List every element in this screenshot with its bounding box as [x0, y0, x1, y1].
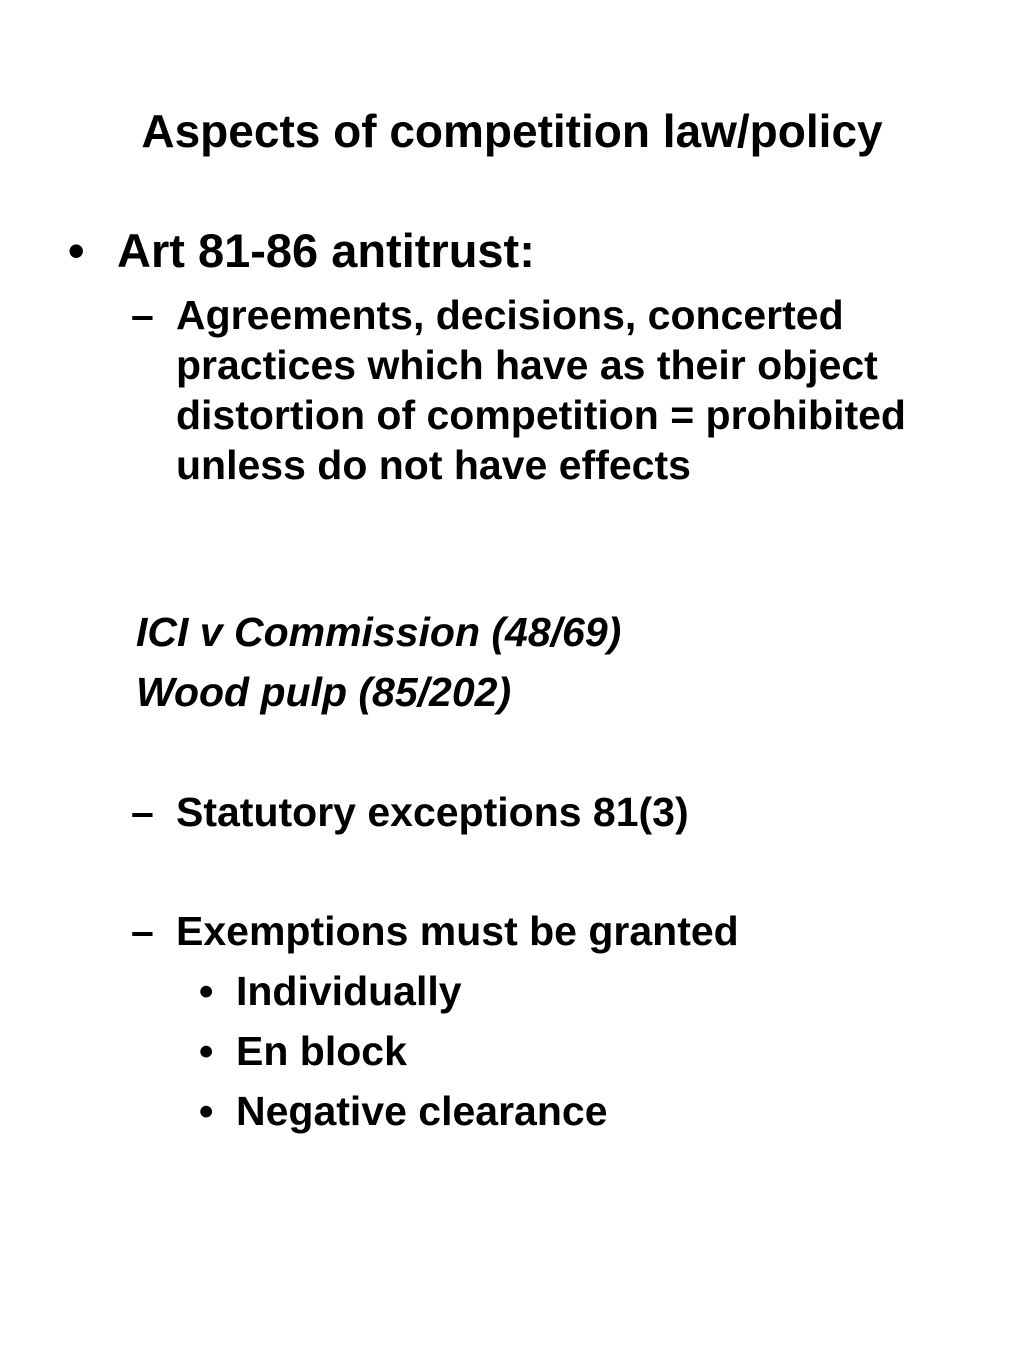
sub-bullet-marker: •: [199, 1088, 214, 1134]
dash-item-text: Statutory exceptions 81(3): [176, 789, 689, 835]
main-bullet-text: Art 81-86 antitrust:: [117, 224, 535, 277]
dash-marker: –: [131, 292, 154, 338]
dash-marker: –: [131, 908, 154, 954]
dash-item-text: Agreements, decisions, concerted practices which have as their object distortion of competition = prohibited unless do not have effects: [176, 292, 906, 488]
case-reference-wood-pulp: Wood pulp (85/202): [136, 669, 512, 715]
case-reference-ici: ICI v Commission (48/69): [136, 609, 622, 655]
sub-bullet-marker: •: [199, 1028, 214, 1074]
dash-marker: –: [131, 789, 154, 835]
bullet-marker: •: [68, 224, 85, 277]
slide-title: Aspects of competition law/policy: [141, 105, 883, 157]
dash-item-text: Exemptions must be granted: [176, 908, 739, 954]
sub-item-text: Individually: [236, 968, 462, 1014]
sub-item-text: Negative clearance: [236, 1088, 608, 1134]
sub-item-text: En block: [236, 1028, 407, 1074]
sub-bullet-marker: •: [199, 968, 214, 1014]
